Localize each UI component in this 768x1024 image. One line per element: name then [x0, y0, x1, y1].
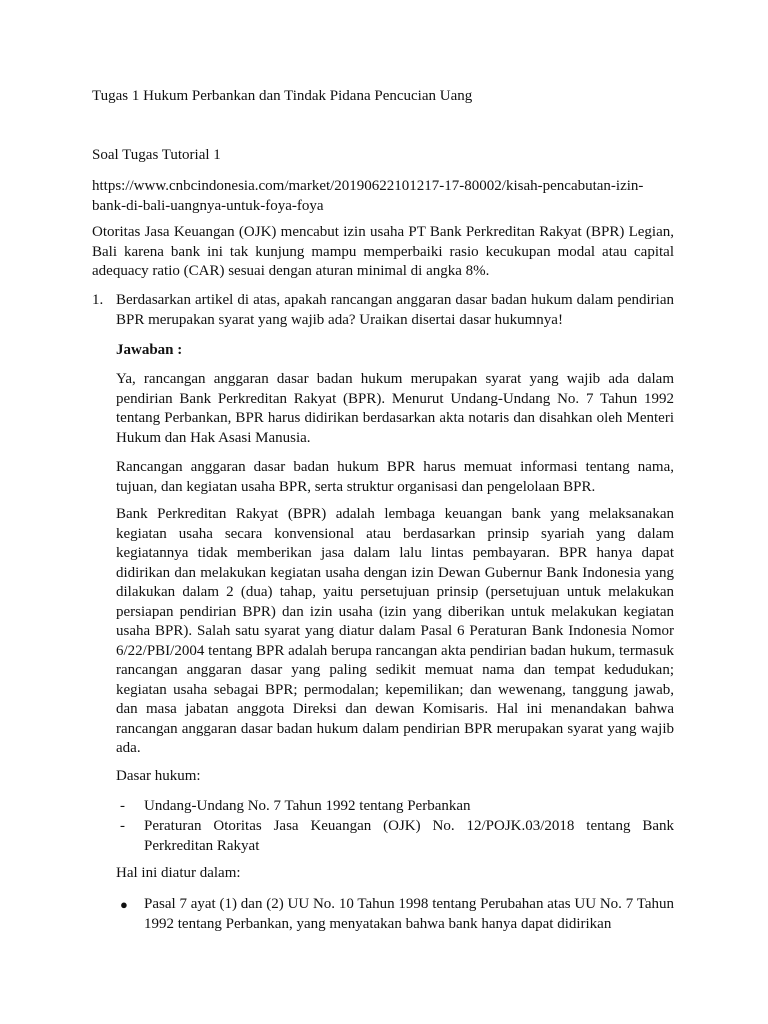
assignment-subtitle: Soal Tugas Tutorial 1: [92, 147, 221, 163]
list-marker: -: [120, 818, 125, 834]
bullet-icon: ●: [120, 897, 128, 912]
intro-paragraph: Otoritas Jasa Keuangan (OJK) mencabut izin usaha PT Bank Perkreditan Rakyat (BPR) Legian, Bali karena bank ini tak kunjung mampu memperbaiki rasio kecukupan modal atau capital adequacy ratio (CAR) sesuai dengan aturan minimal di angka 8%.: [92, 224, 674, 279]
answer-heading: Jawaban :: [116, 342, 183, 358]
document-title: Tugas 1 Hukum Perbankan dan Tindak Pidana Pencucian Uang: [92, 88, 473, 104]
legal-basis-label: Dasar hukum:: [116, 768, 201, 784]
answer-paragraph-2: Rancangan anggaran dasar badan hukum BPR harus memuat informasi tentang nama, tujuan, dan kegiatan usaha BPR, serta struktur organisasi dan pengelolaan BPR.: [116, 459, 674, 495]
answer-heading-wrap: [116, 341, 674, 361]
answer-paragraph-3: Bank Perkreditan Rakyat (BPR) adalah lembaga keuangan bank yang melaksanakan kegiatan usaha secara konvensional atau berdasarkan prinsip syariah yang dalam kegiatannya tidak memberikan jasa dalam lalu lintas pembayaran. BPR hanya dapat didirikan dan melakukan kegiatan usaha dengan izin Dewan Gubernur Bank Indonesia yang dilakukan dalam 2 (dua) tahap, yaitu persetujuan prinsip (persetujuan untuk melakukan persiapan pendirian BPR) dan izin usaha (izin yang diberikan untuk melakukan kegiatan usaha BPR). Salah satu syarat yang diatur dalam Pasal 6 Peraturan Bank Indonesia Nomor 6/22/PBI/2004 tentang BPR adalah berupa rancangan akta pendirian badan hukum, termasuk rancangan anggaran dasar yang paling sedikit memuat nama dan tempat kedudukan; kegiatan usaha sebagai BPR; permodalan; kepemilikan; dan wewenang, tanggung jawab, dan masa jabatan anggota Direksi dan dewan Komisaris. Hal ini menandakan bahwa rancangan anggaran dasar badan hukum dalam pendirian BPR merupakan syarat yang wajib ada.: [116, 506, 674, 756]
article-url: https://www.cnbcindonesia.com/market/20190622101217-17-80002/kisah-pencabutan-izin-bank-di-bali-uangnya-untuk-foya-foya: [92, 178, 644, 214]
question-number: 1.: [92, 292, 104, 308]
regulated-label: Hal ini diatur dalam:: [116, 865, 241, 881]
legal-basis-item: Peraturan Otoritas Jasa Keuangan (OJK) No. 12/POJK.03/2018 tentang Bank Perkreditan Rakyat: [144, 818, 674, 854]
list-marker: -: [120, 798, 125, 814]
answer-paragraph-1: Ya, rancangan anggaran dasar badan hukum merupakan syarat yang wajib ada dalam pendirian Bank Perkreditan Rakyat (BPR). Menurut Undang-Undang No. 7 Tahun 1992 tentang Perbankan, BPR harus didirikan berdasarkan akta notaris dan disahkan oleh Menteri Hukum dan Hak Asasi Manusia.: [116, 371, 674, 446]
legal-basis-item: Undang-Undang No. 7 Tahun 1992 tentang Perbankan: [144, 798, 471, 814]
regulated-item: Pasal 7 ayat (1) dan (2) UU No. 10 Tahun 1998 tentang Perubahan atas UU No. 7 Tahun 1992 tentang Perbankan, yang menyatakan bahwa bank hanya dapat didirikan: [144, 896, 674, 932]
question-text: Berdasarkan artikel di atas, apakah rancangan anggaran dasar badan hukum dalam pendirian BPR merupakan syarat yang wajib ada? Uraikan disertai dasar hukumnya!: [116, 292, 674, 328]
